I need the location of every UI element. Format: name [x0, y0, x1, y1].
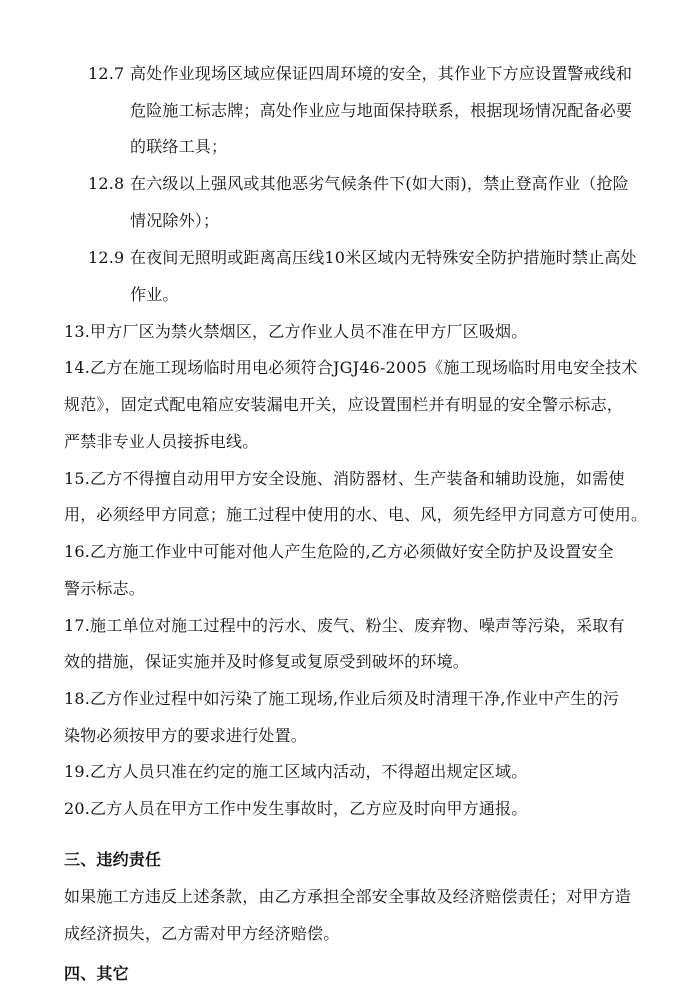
section-3-line-2: 成经济损失，乙方需对甲方经济赔偿。 — [64, 924, 340, 943]
item-12-7-line-3: 的联络工具； — [130, 137, 228, 156]
item-12-7-line-1: 高处作业现场区域应保证四周环境的安全，其作业下方应设置警戒线和 — [130, 64, 633, 83]
item-12-9-number: 12.9 — [88, 248, 125, 267]
item-14-line-2: 规范》，固定式配电箱应安装漏电开关，应设置围栏并有明显的安全警示标志， — [64, 395, 624, 414]
item-18-line-2: 染物必须按甲方的要求进行处置。 — [64, 726, 308, 745]
item-20-line-1: 20.乙方人员在甲方工作中发生事故时，乙方应及时向甲方通报。 — [64, 799, 528, 818]
item-17-line-1: 17.施工单位对施工过程中的污水、废气、粉尘、废弃物、噪声等污染，采取有 — [64, 616, 625, 635]
section-3-heading: 三、违约责任 — [64, 850, 162, 869]
item-14-line-1: 14.乙方在施工现场临时用电必须符合JGJ46-2005《施工现场临时用电安全技术 — [64, 358, 638, 377]
item-17-line-2: 效的措施，保证实施并及时修复或复原受到破坏的环境。 — [64, 652, 470, 671]
item-19-line-1: 19.乙方人员只准在约定的施工区域内活动，不得超出规定区域。 — [64, 762, 528, 781]
item-15-line-2: 用，必须经甲方同意；施工过程中使用的水、电、风，须先经甲方同意方可使用。 — [64, 505, 648, 524]
section-4-heading: 四、其它 — [64, 964, 129, 983]
item-14-line-3: 严禁非专业人员接拆电线。 — [64, 432, 259, 451]
item-12-8-line-2: 情况除外）； — [130, 211, 220, 230]
item-13-line-1: 13.甲方厂区为禁火禁烟区，乙方作业人员不准在甲方厂区吸烟。 — [64, 322, 528, 341]
item-16-line-1: 16.乙方施工作业中可能对他人产生危险的,乙方必须做好安全防护及设置安全 — [64, 542, 614, 561]
item-12-7-line-2: 危险施工标志牌；高处作业应与地面保持联系，根据现场情况配备必要 — [130, 101, 633, 120]
item-16-line-2: 警示标志。 — [64, 579, 146, 598]
section-3-line-1: 如果施工方违反上述条款，由乙方承担全部安全事故及经济赔偿责任；对甲方造 — [64, 887, 632, 906]
item-18-line-1: 18.乙方作业过程中如污染了施工现场,作业后须及时清理干净,作业中产生的污 — [64, 689, 620, 708]
item-12-9-line-2: 作业。 — [130, 285, 179, 304]
item-12-8-line-1: 在六级以上强风或其他恶劣气候条件下(如大雨)，禁止登高作业（抢险 — [130, 174, 629, 193]
item-12-8-number: 12.8 — [88, 174, 125, 193]
item-12-9-line-1: 在夜间无照明或距离高压线10米区域内无特殊安全防护措施时禁止高处 — [130, 248, 637, 267]
item-12-7-number: 12.7 — [88, 64, 125, 83]
item-15-line-1: 15.乙方不得擅自动用甲方安全设施、消防器材、生产装备和辅助设施，如需使 — [64, 469, 625, 488]
